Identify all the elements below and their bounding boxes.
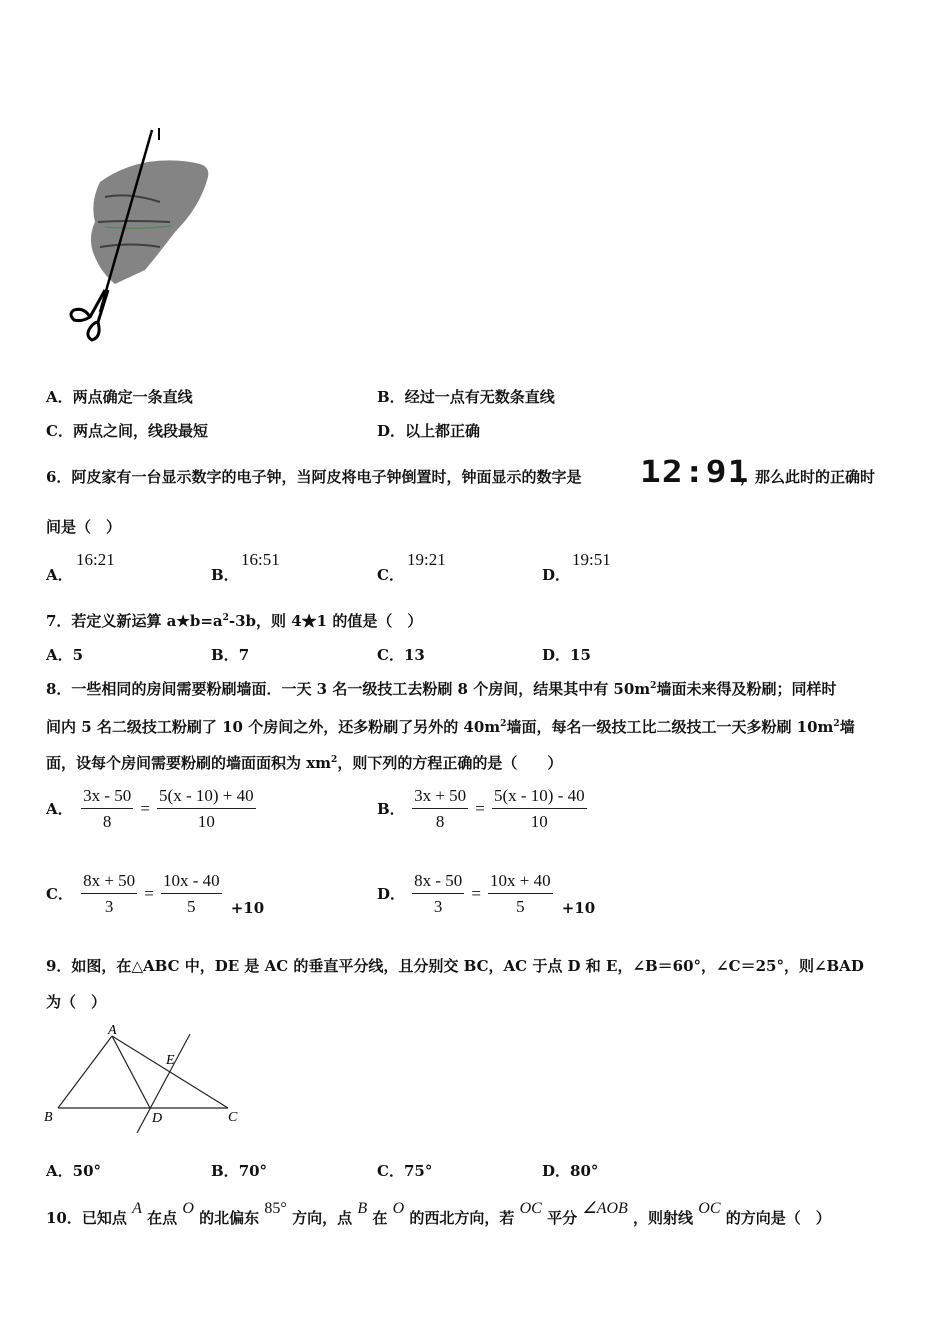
q8-text: 墙面未来得及粉刷；同样时 [656,680,837,698]
denominator: 10 [530,812,548,831]
label-c: C [228,1110,238,1125]
digital-clock-display [640,455,750,490]
q7-sup: 2 [222,613,229,623]
q9-option-b[interactable] [211,1160,267,1181]
triangle-abc-diagram [40,1018,250,1138]
equals-sign: = [140,798,150,818]
option-letter: B． [211,646,239,664]
option-text: 两点之间，线段最短 [72,422,208,440]
option-tail: +10 [230,898,265,917]
denominator: 5 [187,897,196,916]
numerator: 3x + 50 [412,786,468,809]
q10-text: 在 [372,1209,388,1227]
q10-stem [46,1200,831,1228]
label-d: D [152,1111,163,1126]
option-value: 5 [72,646,84,664]
q10-angle: 85° [264,1200,287,1217]
q10-text: 的西北方向，若 [409,1209,515,1227]
q6-stem-text-2: 间是（ ） [46,518,122,536]
clock-digits: 12:91 [640,455,750,490]
option-letter: D． [542,566,571,584]
q10-text: 的北偏东 [199,1209,260,1227]
q7-stem-b: -3b，则 4★1 的值是（ ） [228,612,423,630]
option-letter: B． [377,388,405,406]
option-value: 13 [403,646,425,664]
numerator: 5(x - 10) - 40 [492,786,587,809]
option-value: 50° [72,1162,102,1180]
q10-text: 方向，点 [292,1209,353,1227]
q10-point-o: O [392,1200,405,1217]
denominator: 3 [433,897,443,916]
q9-stem-line1 [46,955,864,976]
option-letter: D． [377,422,406,440]
option-letter: D． [542,646,571,664]
option-letter: C． [377,566,404,584]
option-value: 15 [570,646,591,664]
q10-point-b: B [357,1200,368,1217]
q8-option-a[interactable] [46,786,256,832]
option-letter: B． [211,566,239,584]
numerator: 8x - 50 [412,871,464,894]
q7-stem-a: 7．若定义新运算 a★b=a [46,612,223,630]
q8-text: ，则下列的方程正确的是（ ） [337,754,563,772]
option-letter: D． [377,884,406,903]
option-value: 16:51 [241,550,280,569]
q7-option-d[interactable] [542,644,591,665]
fraction-left [81,871,137,917]
equals-sign: = [475,798,485,818]
q10-point-o: O [182,1200,194,1217]
option-letter: C． [46,422,73,440]
q10-angle-aob: ∠AOB [582,1200,628,1217]
q6-stem-tail-text: ，那么此时的正确时 [740,468,876,486]
label-e: E [166,1053,175,1068]
q8-stem-line3 [46,752,562,773]
q10-point-a: A [132,1200,142,1217]
numerator: 5(x - 10) + 40 [157,786,256,809]
q8-text: 8．一些相同的房间需要粉刷墙面．一天 3 名一级技工去粉刷 8 个房间，结果其中有 50m [46,680,651,698]
denominator: 8 [102,812,112,831]
q6-stem-line1 [46,466,581,487]
q9-stem-text: 9．如图，在△ABC 中，DE 是 AC 的垂直平分线，且分别交 BC，AC 于点 D 和 E，∠B＝60°，∠C＝25°，则∠BAD [46,957,864,975]
option-letter: B． [377,799,405,818]
fraction-left [412,871,464,917]
option-letter: D． [542,1162,571,1180]
equals-sign: = [471,883,481,903]
option-tail: +10 [561,898,596,917]
q8-option-b[interactable] [377,786,587,832]
q5-option-a[interactable] [46,386,193,407]
q8-stem-line1 [46,678,836,699]
triangle-figure [40,1018,250,1138]
fraction-left [81,786,133,832]
numerator: 8x + 50 [81,871,137,894]
q8-option-c[interactable] [46,871,264,917]
q9-stem-text-2: 为（ ） [46,993,107,1011]
q5-option-c[interactable] [46,420,208,441]
q10-text: 10．已知点 [46,1209,127,1227]
q7-option-c[interactable] [377,644,425,665]
q5-option-d[interactable] [377,420,480,441]
q8-option-d[interactable] [377,871,595,917]
q10-ray-oc: OC [698,1200,721,1217]
option-letter: A． [46,1162,73,1180]
q9-stem-line2 [46,991,106,1012]
q10-text: 在点 [147,1209,178,1227]
label-a: A [108,1023,117,1038]
leaf-cut-illustration [60,122,230,347]
q9-option-c[interactable] [377,1160,432,1181]
option-text: 经过一点有无数条直线 [404,388,555,406]
fraction-right [161,871,222,917]
option-letter: B． [211,1162,239,1180]
q7-option-a[interactable] [46,644,83,665]
q8-text: 墙面，每名一级技工比二级技工一天多粉刷 10m [506,718,834,736]
option-letter: A． [46,566,73,584]
fraction-right [157,786,256,832]
label-b: B [44,1110,53,1125]
q8-text: 间内 5 名二级技工粉刷了 10 个房间之外，还多粉刷了另外的 40m [46,718,501,736]
scissors-leaf-figure [60,122,230,347]
option-text: 以上都正确 [405,422,481,440]
q7-option-b[interactable] [211,644,249,665]
option-value: 70° [238,1162,268,1180]
denominator: 5 [516,897,525,916]
q9-option-d[interactable] [542,1160,598,1181]
numerator: 10x - 40 [161,871,222,894]
sup-2: 2 [331,755,338,765]
option-letter: A． [46,646,73,664]
option-value: 16:21 [76,550,115,569]
option-letter: A． [46,388,73,406]
option-letter: A． [46,799,73,818]
q5-option-b[interactable] [377,386,555,407]
q8-stem-line2 [46,716,855,737]
q10-text: ，则射线 [633,1209,694,1227]
fraction-right [488,871,553,917]
fraction-right [492,786,587,832]
option-letter: C． [377,646,404,664]
option-value: 19:51 [572,550,611,569]
denominator: 3 [104,897,114,916]
q8-text: 墙 [839,718,855,736]
numerator: 10x + 40 [488,871,553,894]
q8-text: 面，设每个房间需要粉刷的墙面面积为 xm [46,754,332,772]
sup-2: 2 [833,719,840,729]
option-value: 19:21 [407,550,446,569]
numerator: 3x - 50 [81,786,133,809]
denominator: 8 [435,812,445,831]
equals-sign: = [144,883,154,903]
denominator: 10 [197,812,215,831]
q10-text: 平分 [547,1209,578,1227]
q6-stem-tail [740,466,875,487]
q10-ray-oc: OC [519,1200,542,1217]
option-letter: C． [46,884,73,903]
q10-text: 的方向是（ ） [725,1209,831,1227]
q6-stem-text: 6．阿皮家有一台显示数字的电子钟，当阿皮将电子钟倒置时，钟面显示的数字是 [46,468,582,486]
option-letter: C． [377,1162,404,1180]
option-value: 80° [570,1162,599,1180]
sup-2: 2 [500,719,507,729]
option-value: 75° [403,1162,433,1180]
q7-stem [46,610,422,631]
q9-option-a[interactable] [46,1160,101,1181]
option-text: 两点确定一条直线 [72,388,193,406]
q6-stem-line2 [46,516,121,537]
fraction-left [412,786,468,832]
option-value: 7 [238,646,250,664]
sup-2: 2 [650,681,657,691]
